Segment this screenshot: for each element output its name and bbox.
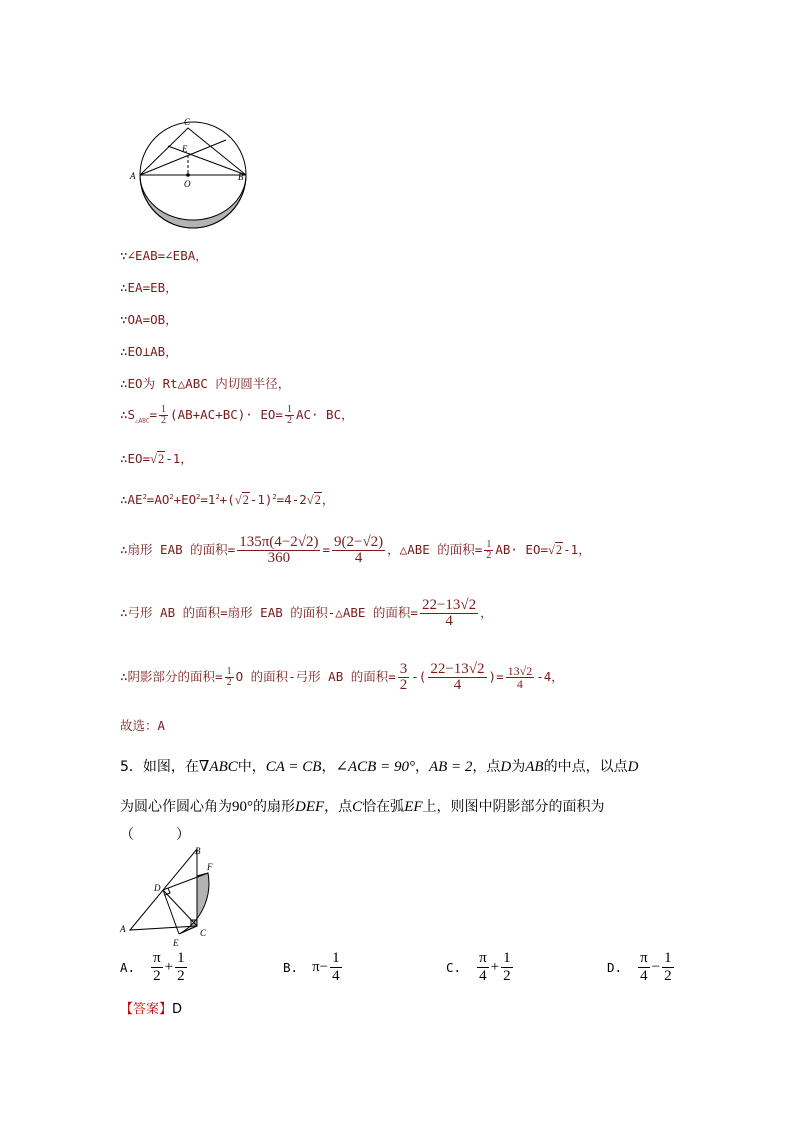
text: -1， <box>165 451 193 466</box>
math: D <box>500 759 512 775</box>
fraction <box>638 950 650 985</box>
numerator: 22−13√2 <box>430 661 485 677</box>
denominator: 2 <box>177 968 185 984</box>
text: )= <box>488 669 504 684</box>
label-e: E <box>173 938 179 948</box>
denominator: 4 <box>445 613 453 629</box>
text: (AB+AC+BC)· EO= <box>170 407 283 422</box>
operator: − <box>651 959 661 975</box>
text: ∴阴影部分的面积= <box>120 669 223 684</box>
answer <box>120 998 182 1017</box>
label-c: C <box>184 117 191 127</box>
text: AC· BC， <box>295 407 354 422</box>
numerator: 1 <box>503 950 511 966</box>
denominator: 4 <box>332 968 340 984</box>
numerator: π <box>153 950 161 966</box>
triangle-symbol: ∇ <box>198 759 210 775</box>
option-expression <box>312 950 344 985</box>
fraction-half <box>225 667 234 688</box>
text: ， <box>480 605 493 620</box>
label-f: F <box>207 862 213 872</box>
numerator: 1 <box>332 950 340 966</box>
radicand: 2 <box>242 493 249 508</box>
fraction-sector-simplified <box>332 535 385 566</box>
fraction-result <box>506 665 535 690</box>
answer-value: D <box>172 1002 183 1017</box>
fraction-segment-area <box>420 598 478 629</box>
text: -1) <box>249 492 273 508</box>
fraction-segment-area <box>428 662 486 693</box>
solution-line-3: ∵OA=OB， <box>120 312 178 327</box>
numerator: 1 <box>177 950 185 966</box>
question-paren: （ ） <box>120 827 190 843</box>
option-expression <box>149 950 189 985</box>
math: 90° <box>232 799 253 815</box>
denominator: 360 <box>267 550 291 566</box>
numerator: 3 <box>399 661 408 677</box>
text: ，点 <box>472 759 501 775</box>
text: ， <box>321 492 335 508</box>
radicand: 2 <box>157 452 165 466</box>
text: ， <box>414 759 429 775</box>
fraction-three-halves <box>398 662 410 693</box>
operator: + <box>164 959 174 975</box>
option-label: A. <box>120 960 136 975</box>
operator: + <box>490 959 500 975</box>
denominator: 2 <box>664 968 672 984</box>
superscript: 2 <box>215 493 220 501</box>
numerator: 1 <box>226 666 232 677</box>
answer-bracket: 【答案】 <box>120 1002 173 1017</box>
text: -( <box>411 669 427 684</box>
solution-choice: 故选：A <box>120 718 166 733</box>
fraction-half <box>159 405 168 426</box>
label-e: E <box>182 144 188 154</box>
fraction <box>330 950 342 985</box>
term: π− <box>312 959 329 975</box>
solution-line-1: ∵∠EAB=∠EBA， <box>120 248 208 263</box>
radicand: 2 <box>314 493 321 508</box>
option-label: B. <box>283 960 299 975</box>
denominator: 4 <box>453 677 462 693</box>
figure-circle-triangle <box>128 112 258 230</box>
numerator: 1 <box>286 404 292 415</box>
label-a: A <box>130 171 136 181</box>
text: ，点 <box>324 799 353 815</box>
solution-line-8 <box>120 494 334 507</box>
subscript: △ABC <box>135 417 150 425</box>
solution-line-7 <box>120 453 193 466</box>
denominator: 4 <box>516 677 523 691</box>
numerator: 1 <box>664 950 672 966</box>
text: -4， <box>536 669 564 684</box>
text: 为 <box>511 759 526 775</box>
superscript: 2 <box>196 493 201 501</box>
radicand: 2 <box>555 543 563 557</box>
denominator: 4 <box>640 968 648 984</box>
math: AB = 2 <box>428 759 473 775</box>
solution-line-4: ∴EO⊥AB， <box>120 344 178 359</box>
math: CA = CB <box>265 759 322 775</box>
numerator: π <box>479 950 487 966</box>
fraction <box>501 950 513 985</box>
solution-line-11 <box>120 662 564 693</box>
text: 的扇形 <box>253 799 295 815</box>
solution-line-5: ∴EO为 Rt△ABC 内切圆半径， <box>120 376 291 391</box>
text: +( <box>219 492 235 508</box>
question-line-1 <box>120 756 638 776</box>
math: ABC <box>209 759 238 775</box>
math: ∠ACB = 90° <box>335 759 415 775</box>
numerator: 135π(4−2√2) <box>239 534 319 550</box>
label-b: B <box>195 846 201 856</box>
text: ， <box>321 759 336 775</box>
sqrt-2: √2 <box>234 493 249 508</box>
text: +EO <box>173 492 197 508</box>
text: =4-2 <box>276 492 307 508</box>
superscript: 2 <box>169 493 174 501</box>
numerator: 13√2 <box>507 664 533 678</box>
text: 5．如图，在 <box>120 759 199 775</box>
option-expression <box>636 950 676 985</box>
superscript: 2 <box>142 493 147 501</box>
text: ∴扇形 EAB 的面积= <box>120 542 236 557</box>
label-b: B <box>238 172 244 182</box>
text: ∴S <box>120 407 136 422</box>
denominator: 2 <box>286 415 292 426</box>
label-d: D <box>154 883 161 893</box>
text: 恰在弧 <box>362 799 405 815</box>
label-a: A <box>120 924 126 934</box>
numerator: 1 <box>486 539 492 550</box>
text: =AO <box>146 492 170 508</box>
figure-triangle-sector <box>118 843 228 951</box>
text: ∴AE <box>120 492 143 508</box>
fraction <box>175 950 187 985</box>
denominator: 2 <box>153 968 161 984</box>
denominator: 2 <box>399 677 408 693</box>
fraction-half <box>484 540 493 561</box>
text: 为圆心作圆心角为 <box>120 799 232 815</box>
denominator: 2 <box>503 968 511 984</box>
fraction <box>151 950 163 985</box>
text: 的中点，以点 <box>543 759 628 775</box>
numerator: 9(2−√2) <box>333 534 384 550</box>
denominator: 2 <box>226 677 232 688</box>
text: 上，则图中阴影部分的面积为 <box>422 799 605 815</box>
text: -1， <box>563 542 591 557</box>
label-o: O <box>184 179 191 189</box>
sqrt-2: √2 <box>150 452 165 466</box>
text: AB· EO= <box>495 542 549 557</box>
math: AB <box>525 759 544 775</box>
math: D <box>627 759 639 775</box>
fraction-sector-area <box>237 535 320 566</box>
numerator: π <box>640 950 648 966</box>
solution-line-9 <box>120 535 591 566</box>
math: DEF <box>295 799 325 815</box>
option-expression <box>475 950 515 985</box>
option-a[interactable] <box>120 950 189 985</box>
option-label: D. <box>607 960 623 975</box>
superscript: 2 <box>272 493 277 501</box>
text: ∴弓形 AB 的面积=扇形 EAB 的面积-△ABE 的面积= <box>120 605 418 620</box>
label-c: C <box>200 928 207 938</box>
solution-line-6 <box>120 405 354 426</box>
solution-line-10 <box>120 598 493 629</box>
fraction <box>477 950 489 985</box>
fraction <box>662 950 674 985</box>
fraction-half <box>285 405 294 426</box>
denominator: 2 <box>486 550 492 561</box>
sqrt-2: √2 <box>306 493 321 508</box>
denominator: 2 <box>161 415 167 426</box>
text: = <box>322 542 330 557</box>
text: O 的面积-弓形 AB 的面积= <box>235 669 396 684</box>
question-line-2 <box>120 796 605 816</box>
option-label: C. <box>446 960 462 975</box>
text: 中， <box>237 759 266 775</box>
math: C <box>352 799 363 815</box>
denominator: 4 <box>479 968 487 984</box>
numerator: 1 <box>161 404 167 415</box>
sqrt-2: √2 <box>548 543 563 557</box>
text: ，△ABE 的面积= <box>387 542 483 557</box>
option-c[interactable] <box>446 950 515 985</box>
text: ∴EO= <box>120 451 151 466</box>
option-b[interactable] <box>283 950 344 985</box>
text: = <box>149 407 158 422</box>
denominator: 4 <box>354 550 363 566</box>
numerator: 22−13√2 <box>421 597 477 613</box>
solution-line-2: ∴EA=EB， <box>120 280 178 295</box>
text: =1 <box>200 492 216 508</box>
math: EF <box>404 799 423 815</box>
option-d[interactable] <box>607 950 676 985</box>
